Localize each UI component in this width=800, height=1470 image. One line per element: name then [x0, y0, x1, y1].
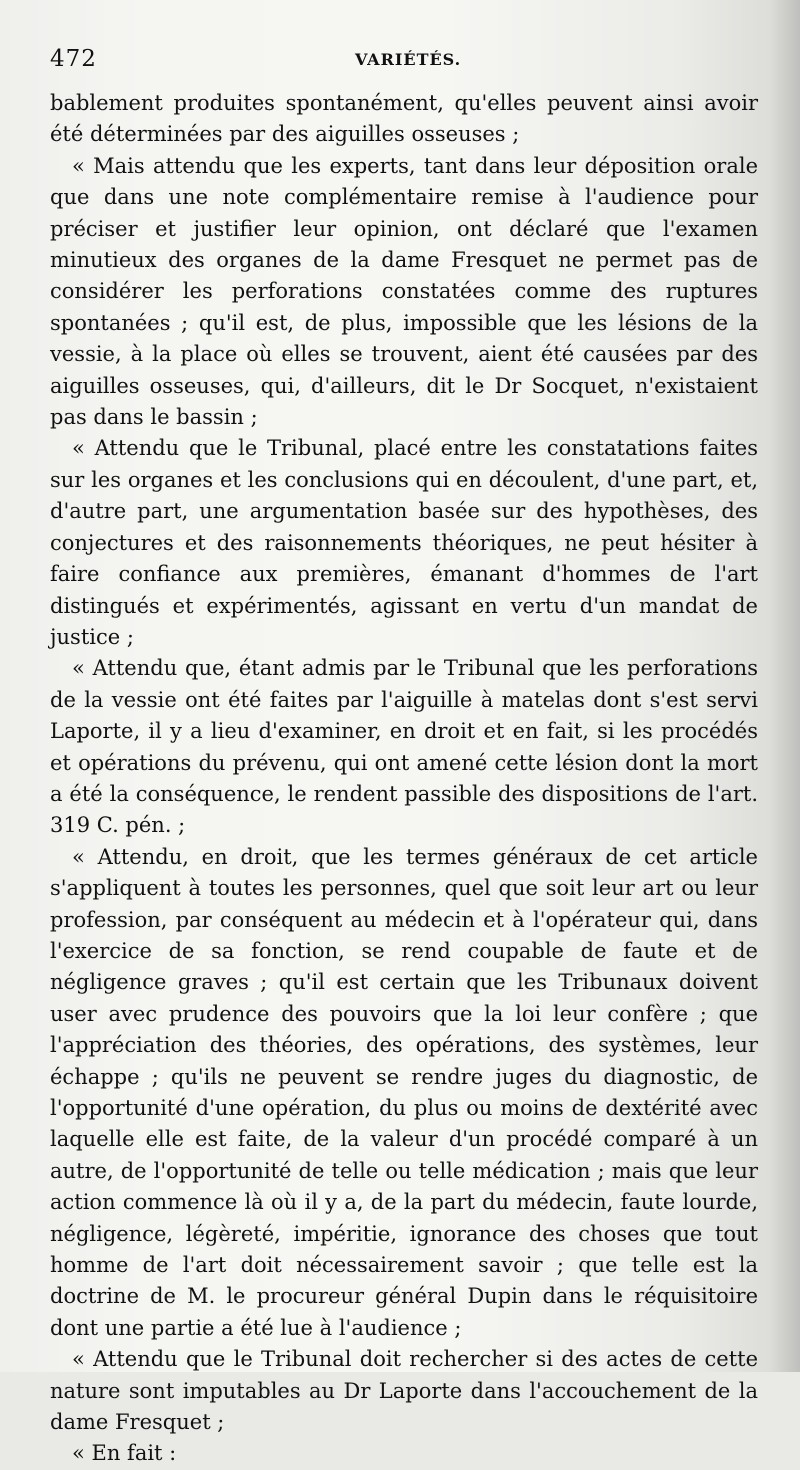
paragraph-en-fait: « En fait :	[72, 1441, 177, 1466]
running-head: VARIÉTÉS.	[355, 50, 462, 69]
page-number: 472	[50, 46, 97, 72]
paragraph-droit: « Attendu, en droit, que les termes généraux de cet article s'appliquent à toutes les personnes, quel que soit leur art ou leur profession, par conséquent au médecin et à l'opérateur qui, dans l'exercice de sa fonction, se rend coupable de faute et de négligence graves ; qu'il est certain que les Tribunaux doivent user avec prudence des pouvoirs que la loi leur confère ; que l'appréciation des théories, des opérations, des systèmes, leur échappe ; qu'ils ne peuvent se rendre juges du diagnostic, de l'opportunité d'une opération, du plus ou moins de dextérité avec laquelle elle est faite, de la valeur d'un procédé comparé à un autre, de l'opportunité de telle ou telle médication ; mais que leur action commence là où il y a, de la part du médecin, faute lourde, négligence, légèreté, impéritie, ignorance des choses que tout homme de l'art doit nécessairement savoir ; que telle est la doctrine de M. le procureur général Dupin dans le réquisitoire dont une partie a été lue à l'audience ;	[50, 844, 758, 1340]
paragraph-continuation: bablement produites spontanément, qu'elles peuvent ainsi avoir été déterminées par des aiguilles osseuses ;	[50, 91, 758, 147]
body-text	[50, 88, 758, 1470]
page-header	[50, 46, 758, 86]
paragraph-experts: « Mais attendu que les experts, tant dans leur déposition orale que dans une note complémentaire remise à l'audience pour préciser et justifier leur opinion, ont déclaré que l'examen minutieux des organes de la dame Fresquet ne permet pas de considérer les perforations constatées comme des ruptures spontanées ; qu'il est, de plus, impossible que les lésions de la vessie, à la place où elles se trouvent, aient été causées par des aiguilles osseuses, qui, d'ailleurs, dit le Dr Socquet, n'existaient pas dans le bassin ;	[50, 153, 758, 430]
paragraph-tribunal-constatations: « Attendu que le Tribunal, placé entre les constatations faites sur les organes et les conclusions qui en découlent, d'une part, et, d'autre part, une argumentation basée sur des hypothèses, des conjectures et des raisonnements théoriques, ne peut hésiter à faire confiance aux premières, émanant d'hommes de l'art distingués et expérimentés, agissant en vertu d'un mandat de justice ;	[50, 436, 758, 649]
paragraph-recherche: « Attendu que le Tribunal doit rechercher si des actes de cette nature sont imputables au Dr Laporte dans l'accouchement de la dame Fresquet ;	[50, 1347, 758, 1435]
paragraph-perforations: « Attendu que, étant admis par le Tribunal que les perforations de la vessie ont été faites par l'aiguille à matelas dont s'est servi Laporte, il y a lieu d'examiner, en droit et en fait, si les procédés et opérations du prévenu, qui ont amené cette lésion dont la mort a été la conséquence, le rendent passible des dispositions de l'art. 319 C. pén. ;	[50, 656, 758, 838]
